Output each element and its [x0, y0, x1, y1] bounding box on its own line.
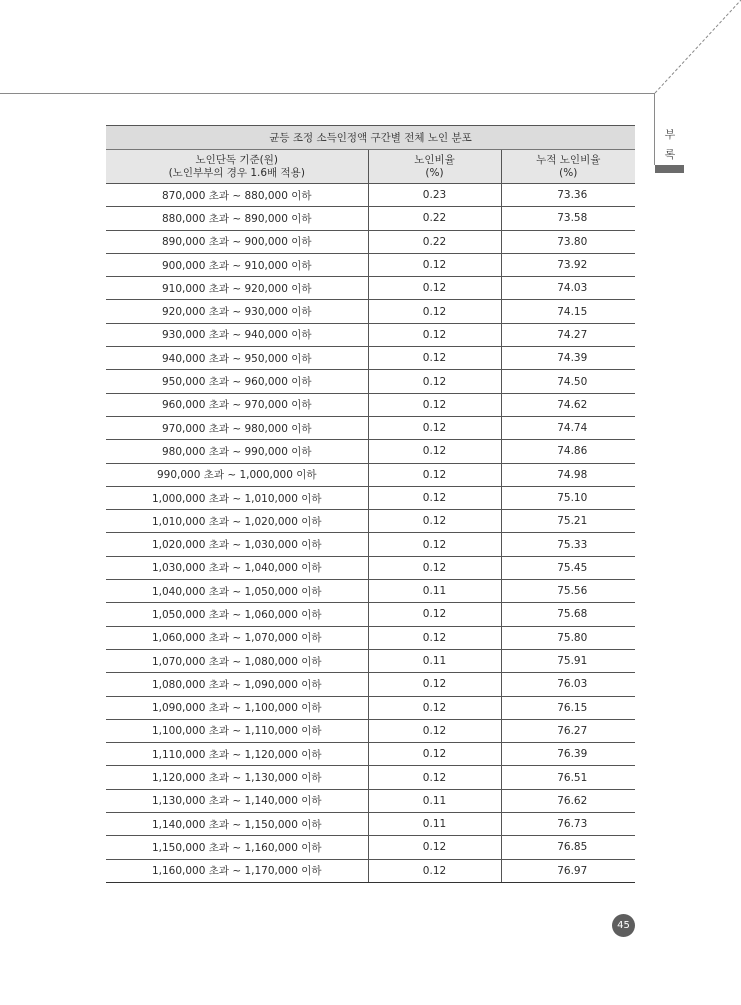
cell-cumulative: 73.36	[501, 184, 635, 207]
column-header-ratio-line2: (%)	[425, 166, 444, 179]
cell-ratio: 0.12	[368, 859, 501, 882]
cell-range: 990,000 초과 ~ 1,000,000 이하	[106, 463, 368, 486]
table-row	[106, 277, 635, 300]
table-row	[106, 300, 635, 323]
cell-ratio: 0.22	[368, 230, 501, 253]
cell-range: 1,120,000 초과 ~ 1,130,000 이하	[106, 766, 368, 789]
column-header-cumulative-line2: (%)	[559, 166, 578, 179]
cell-ratio: 0.12	[368, 300, 501, 323]
page-number: 45	[612, 914, 635, 937]
table-row	[106, 253, 635, 276]
cell-cumulative: 74.15	[501, 300, 635, 323]
side-tab-char-1: 부	[664, 128, 676, 141]
cell-range: 1,080,000 초과 ~ 1,090,000 이하	[106, 673, 368, 696]
column-header-range-line1: 노인단독 기준(원)	[195, 153, 279, 166]
cell-range: 1,000,000 초과 ~ 1,010,000 이하	[106, 486, 368, 509]
cell-range: 1,130,000 초과 ~ 1,140,000 이하	[106, 789, 368, 812]
cell-ratio: 0.12	[368, 626, 501, 649]
cell-ratio: 0.12	[368, 393, 501, 416]
cell-range: 970,000 초과 ~ 980,000 이하	[106, 416, 368, 439]
column-header-ratio-line1: 노인비율	[414, 153, 455, 166]
cell-range: 1,160,000 초과 ~ 1,170,000 이하	[106, 859, 368, 882]
cell-cumulative: 75.80	[501, 626, 635, 649]
cell-ratio: 0.11	[368, 580, 501, 603]
cell-cumulative: 73.58	[501, 207, 635, 230]
cell-cumulative: 73.92	[501, 253, 635, 276]
cell-cumulative: 74.86	[501, 440, 635, 463]
cell-cumulative: 75.56	[501, 580, 635, 603]
cell-range: 1,100,000 초과 ~ 1,110,000 이하	[106, 719, 368, 742]
table-row	[106, 603, 635, 626]
cell-ratio: 0.23	[368, 184, 501, 207]
cell-cumulative: 74.50	[501, 370, 635, 393]
cell-ratio: 0.11	[368, 649, 501, 672]
cell-range: 1,140,000 초과 ~ 1,150,000 이하	[106, 813, 368, 836]
table-row	[106, 649, 635, 672]
cell-ratio: 0.12	[368, 416, 501, 439]
table-row	[106, 626, 635, 649]
cell-range: 890,000 초과 ~ 900,000 이하	[106, 230, 368, 253]
cell-range: 980,000 초과 ~ 990,000 이하	[106, 440, 368, 463]
cell-range: 1,030,000 초과 ~ 1,040,000 이하	[106, 556, 368, 579]
side-tab-rule	[654, 93, 655, 165]
cell-ratio: 0.12	[368, 440, 501, 463]
cell-range: 880,000 초과 ~ 890,000 이하	[106, 207, 368, 230]
table-title: 균등 조정 소득인정액 구간별 전체 노인 분포	[106, 126, 635, 150]
cell-range: 1,050,000 초과 ~ 1,060,000 이하	[106, 603, 368, 626]
corner-decoration	[0, 0, 741, 100]
column-header-range	[106, 150, 368, 184]
cell-range: 900,000 초과 ~ 910,000 이하	[106, 253, 368, 276]
cell-range: 1,040,000 초과 ~ 1,050,000 이하	[106, 580, 368, 603]
table-row	[106, 719, 635, 742]
table-row	[106, 836, 635, 859]
table-row	[106, 184, 635, 207]
table-row	[106, 440, 635, 463]
cell-range: 920,000 초과 ~ 930,000 이하	[106, 300, 368, 323]
column-header-cumulative	[501, 150, 635, 184]
cell-ratio: 0.12	[368, 277, 501, 300]
table-row	[106, 580, 635, 603]
cell-range: 870,000 초과 ~ 880,000 이하	[106, 184, 368, 207]
cell-cumulative: 76.51	[501, 766, 635, 789]
table-row	[106, 347, 635, 370]
cell-range: 1,090,000 초과 ~ 1,100,000 이하	[106, 696, 368, 719]
cell-cumulative: 76.85	[501, 836, 635, 859]
cell-ratio: 0.12	[368, 603, 501, 626]
cell-cumulative: 74.03	[501, 277, 635, 300]
table-row	[106, 393, 635, 416]
table-row	[106, 789, 635, 812]
table-row	[106, 673, 635, 696]
cell-cumulative: 74.62	[501, 393, 635, 416]
table-row	[106, 230, 635, 253]
cell-ratio: 0.12	[368, 347, 501, 370]
cell-ratio: 0.12	[368, 370, 501, 393]
cell-cumulative: 75.33	[501, 533, 635, 556]
column-header-cumulative-line1: 누적 노인비율	[536, 153, 601, 166]
cell-ratio: 0.12	[368, 766, 501, 789]
cell-ratio: 0.12	[368, 510, 501, 533]
cell-range: 930,000 초과 ~ 940,000 이하	[106, 323, 368, 346]
header-rule	[0, 93, 655, 94]
cell-cumulative: 76.27	[501, 719, 635, 742]
cell-range: 1,150,000 초과 ~ 1,160,000 이하	[106, 836, 368, 859]
cell-ratio: 0.22	[368, 207, 501, 230]
table-row	[106, 813, 635, 836]
table-row	[106, 510, 635, 533]
cell-ratio: 0.12	[368, 463, 501, 486]
cell-cumulative: 76.39	[501, 743, 635, 766]
table-row	[106, 207, 635, 230]
cell-cumulative: 75.10	[501, 486, 635, 509]
table-row	[106, 370, 635, 393]
side-tab-bar	[655, 165, 684, 173]
cell-ratio: 0.11	[368, 789, 501, 812]
cell-ratio: 0.12	[368, 253, 501, 276]
cell-cumulative: 73.80	[501, 230, 635, 253]
cell-range: 1,010,000 초과 ~ 1,020,000 이하	[106, 510, 368, 533]
cell-ratio: 0.12	[368, 696, 501, 719]
column-header-ratio	[368, 150, 501, 184]
cell-cumulative: 74.74	[501, 416, 635, 439]
cell-range: 1,060,000 초과 ~ 1,070,000 이하	[106, 626, 368, 649]
table-body	[106, 184, 635, 883]
cell-cumulative: 76.62	[501, 789, 635, 812]
table-row	[106, 766, 635, 789]
table-row	[106, 463, 635, 486]
table-row	[106, 696, 635, 719]
table-row	[106, 556, 635, 579]
cell-range: 1,070,000 초과 ~ 1,080,000 이하	[106, 649, 368, 672]
table-row	[106, 533, 635, 556]
cell-cumulative: 75.45	[501, 556, 635, 579]
side-tab-char-2: 록	[664, 148, 676, 161]
table-row	[106, 486, 635, 509]
cell-range: 1,110,000 초과 ~ 1,120,000 이하	[106, 743, 368, 766]
table-row	[106, 743, 635, 766]
cell-cumulative: 74.98	[501, 463, 635, 486]
table-row	[106, 416, 635, 439]
cell-ratio: 0.12	[368, 673, 501, 696]
cell-ratio: 0.12	[368, 323, 501, 346]
cell-ratio: 0.12	[368, 533, 501, 556]
cell-ratio: 0.12	[368, 556, 501, 579]
cell-cumulative: 76.03	[501, 673, 635, 696]
cell-cumulative: 75.21	[501, 510, 635, 533]
cell-range: 960,000 초과 ~ 970,000 이하	[106, 393, 368, 416]
cell-range: 1,020,000 초과 ~ 1,030,000 이하	[106, 533, 368, 556]
cell-cumulative: 75.68	[501, 603, 635, 626]
cell-range: 950,000 초과 ~ 960,000 이하	[106, 370, 368, 393]
cell-range: 940,000 초과 ~ 950,000 이하	[106, 347, 368, 370]
cell-ratio: 0.12	[368, 743, 501, 766]
cell-ratio: 0.12	[368, 719, 501, 742]
cell-cumulative: 76.15	[501, 696, 635, 719]
cell-range: 910,000 초과 ~ 920,000 이하	[106, 277, 368, 300]
cell-cumulative: 75.91	[501, 649, 635, 672]
table-row	[106, 859, 635, 882]
cell-cumulative: 76.97	[501, 859, 635, 882]
cell-cumulative: 74.39	[501, 347, 635, 370]
cell-ratio: 0.11	[368, 813, 501, 836]
cell-ratio: 0.12	[368, 486, 501, 509]
column-header-range-line2: (노인부부의 경우 1.6배 적용)	[168, 166, 305, 179]
income-distribution-table	[106, 125, 635, 883]
table-row	[106, 323, 635, 346]
cell-cumulative: 76.73	[501, 813, 635, 836]
cell-ratio: 0.12	[368, 836, 501, 859]
cell-cumulative: 74.27	[501, 323, 635, 346]
